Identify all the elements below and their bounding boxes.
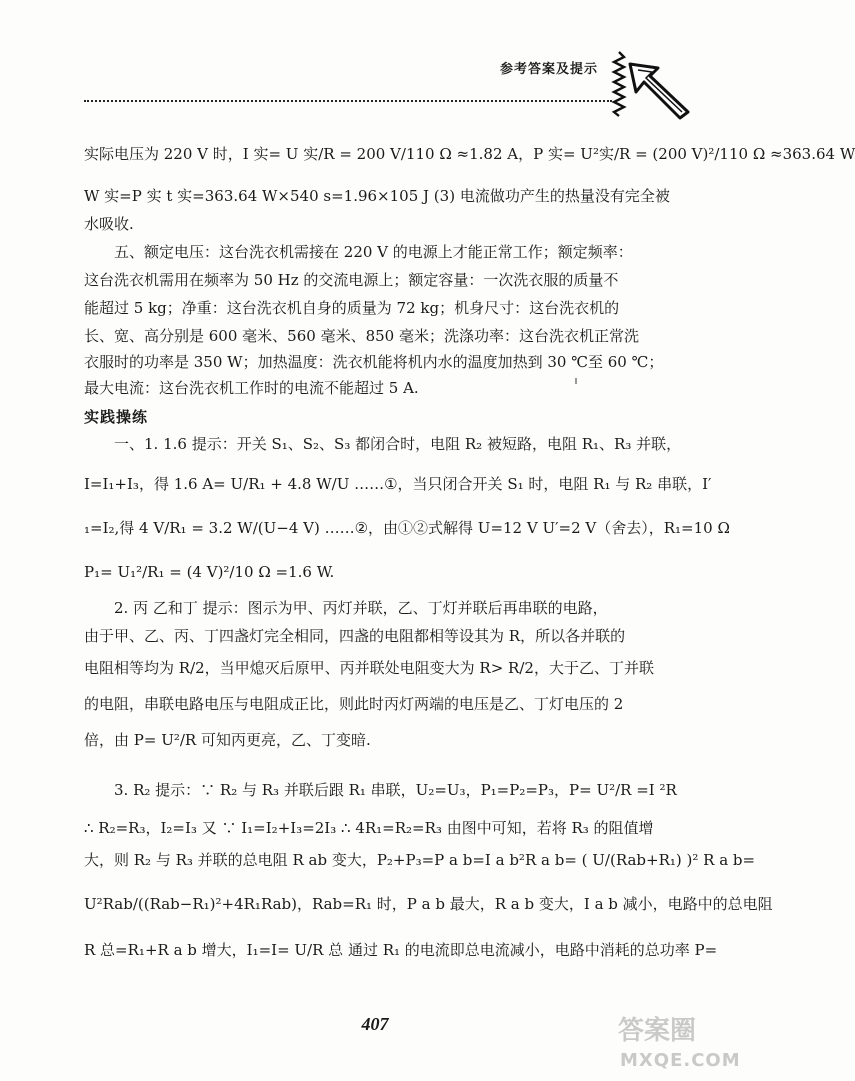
text-line: 能超过 5 kg；净重：这台洗衣机自身的质量为 72 kg；机身尺寸：这台洗衣机的 [84, 299, 620, 317]
margin-mark [575, 378, 577, 384]
text-line: I=I₁+I₃，得 1.6 A= U/R₁ + 4.8 W/U ……①，当只闭合开关 S₁ 时，电阻 R₁ 与 R₂ 串联，I′ [84, 475, 712, 493]
text-line: 2. 丙 乙和丁 提示：图示为甲、丙灯并联，乙、丁灯并联后再串联的电路， [114, 599, 608, 617]
text-line: U²Rab/((Rab−R₁)²+4R₁Rab)，Rab=R₁ 时，P a b 最大，R a b 变大，I a b 减小，电路中的总电阻 [84, 895, 773, 913]
page-number: 407 [361, 1014, 389, 1034]
text-line: 这台洗衣机需用在频率为 50 Hz 的交流电源上；额定容量：一次洗衣服的质量不 [84, 271, 619, 289]
text-line: R 总=R₁+R a b 增大，I₁=I= U/R 总 通过 R₁ 的电流即总电流减小，电路中消耗的总功率 P= [84, 941, 718, 959]
text-line: 最大电流：这台洗衣机工作时的电流不能超过 5 A. [84, 379, 419, 397]
text-line: ∴ R₂=R₃，I₂=I₃ 又 ∵ I₁=I₂+I₃=2I₃ ∴ 4R₁=R₂=R₃ 由图中可知，若将 R₃ 的阻值增 [84, 819, 654, 837]
text-line: 电阻相等均为 R/2，当甲熄灭后原甲、丙并联处电阻变大为 R> R/2，大于乙、丁并联 [84, 659, 654, 677]
text-line: 实际电压为 220 V 时，I 实= U 实/R = 200 V/110 Ω ≈1.82 A，P 实= U²实/R = (200 V)²/110 Ω ≈363.64 W [84, 145, 855, 163]
text-line: 大，则 R₂ 与 R₃ 并联的总电阻 R ab 变大，P₂+P₃=P a b=I a b²R a b= ( U/(Rab+R₁) )² R a b= [84, 851, 756, 869]
text-line: 五、额定电压：这台洗衣机需接在 220 V 的电源上才能正常工作；额定频率： [114, 243, 633, 261]
text-line: W 实=P 实 t 实=363.64 W×540 s=1.96×105 J (3) 电流做功产生的热量没有完全被 [84, 187, 670, 205]
text-line: 倍，由 P= U²/R 可知丙更亮，乙、丁变暗. [84, 731, 371, 749]
header-title: 参考答案及提示 [500, 62, 599, 77]
text-line: 一、1. 1.6 提示：开关 S₁、S₂、S₃ 都闭合时，电阻 R₂ 被短路，电阻 R₁、R₃ 并联， [114, 435, 682, 453]
text-line: 3. R₂ 提示：∵ R₂ 与 R₃ 并联后跟 R₁ 串联，U₂=U₃，P₁=P₂=P₃，P= U²/R =I ²R [114, 781, 677, 799]
header-dotted-rule [84, 100, 612, 102]
watermark-url: MXQE.COM [620, 1050, 741, 1071]
section-heading: 实践操练 [84, 408, 149, 426]
watermark-logo: 答案圈 [618, 1016, 697, 1046]
text-line: P₁= U₁²/R₁ = (4 V)²/10 Ω =1.6 W. [84, 563, 335, 581]
text-line: 的电阻，串联电路电压与电阻成正比，则此时丙灯两端的电压是乙、丁灯电压的 2 [84, 695, 624, 713]
text-line: 由于甲、乙、丙、丁四盏灯完全相同，四盏的电阻都相等设其为 R，所以各并联的 [84, 627, 626, 645]
text-line: 水吸收. [84, 215, 134, 233]
text-line: 衣服时的功率是 350 W；加热温度：洗衣机能将机内水的温度加热到 30 ℃至 60 ℃； [84, 353, 664, 371]
arrow-icon [628, 62, 690, 120]
text-line: 长、宽、高分别是 600 毫米、560 毫米、850 毫米；洗涤功率：这台洗衣机正常洗 [84, 327, 639, 345]
text-line: ₁=I₂,得 4 V/R₁ = 3.2 W/(U−4 V) ……②，由①②式解得 U=12 V U′=2 V（舍去），R₁=10 Ω [84, 519, 730, 537]
zigzag-decoration [612, 52, 626, 116]
